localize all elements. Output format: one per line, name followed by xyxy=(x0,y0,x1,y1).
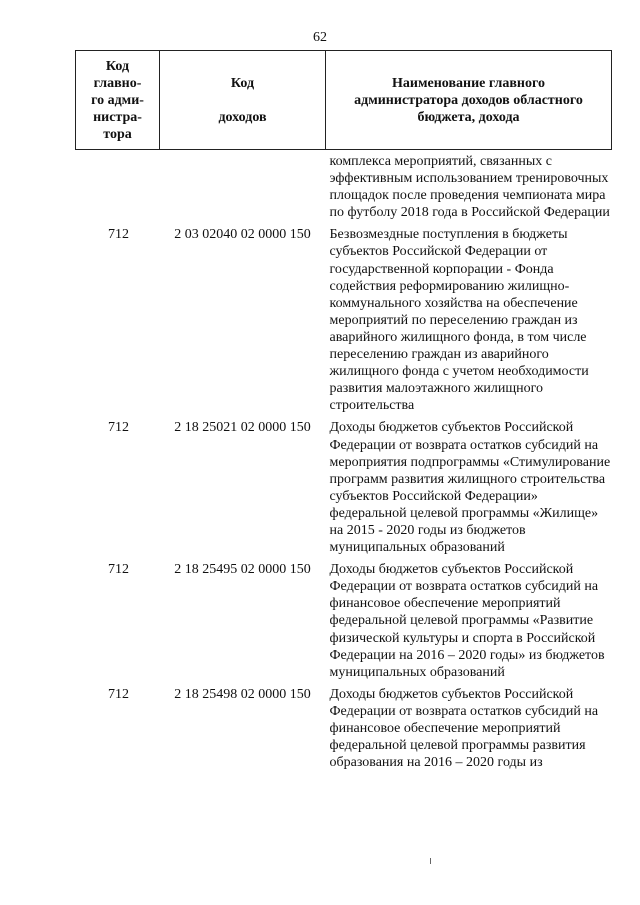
header-admin-code: Код главно- го адми- нистра- тора xyxy=(76,51,160,150)
row-name: Доходы бюджетов субъектов Российской Федерации от возврата остатков субсидий на финансовое обеспечение мероприятий федеральной целевой программы «Развитие физической культуры и спорта в Российской Федерации на 2016 – 2020 годы» из бюджетов муниципальных образований xyxy=(329,562,605,680)
row-revenue-code xyxy=(160,150,326,227)
table-row xyxy=(76,226,612,419)
table-row xyxy=(76,561,612,686)
table-row xyxy=(76,419,612,561)
row-admin-code xyxy=(76,150,160,227)
table-row xyxy=(76,686,612,771)
table-body xyxy=(76,150,612,772)
header-row xyxy=(76,51,612,150)
row-name: Безвозмездные поступления в бюджеты субъектов Российской Федерации от государственной корпорации - Фонда содействия реформированию жилищно-коммунального хозяйства на обеспечение мероприятий по переселению граждан из аварийного жилищного фонда, в том числе переселению граждан из аварийного жилищного фонда с учетом необходимости развития малоэтажного жилищного строительства xyxy=(329,227,589,414)
revenue-table xyxy=(75,50,612,771)
page-number: 62 xyxy=(313,30,327,45)
row-revenue-code: 2 18 25021 02 0000 150 xyxy=(174,420,311,436)
row-revenue-code: 2 03 02040 02 0000 150 xyxy=(174,227,311,243)
row-revenue-code: 2 18 25495 02 0000 150 xyxy=(174,562,311,578)
row-admin-code: 712 xyxy=(108,562,129,578)
table-row xyxy=(76,150,612,227)
row-admin-code: 712 xyxy=(108,420,129,436)
header-name: Наименование главного администратора доходов областного бюджета, дохода xyxy=(326,51,612,150)
table-header xyxy=(76,51,612,150)
header-revenue-code: Код доходов xyxy=(160,51,326,150)
row-admin-code: 712 xyxy=(108,686,129,702)
row-revenue-code: 2 18 25498 02 0000 150 xyxy=(174,686,311,702)
row-admin-code: 712 xyxy=(108,227,129,243)
scan-mark xyxy=(430,858,431,864)
row-name: Доходы бюджетов субъектов Российской Федерации от возврата остатков субсидий на финансовое обеспечение мероприятий федеральной целевой программы развития образования на 2016 – 2020 годы из xyxy=(329,686,599,771)
row-name: комплекса мероприятий, связанных с эффективным использованием тренировочных площадок после проведения чемпионата мира по футболу 2018 года в Российской Федерации xyxy=(329,154,610,221)
row-name: Доходы бюджетов субъектов Российской Федерации от возврата остатков субсидий на мероприятия подпрограммы «Стимулирование программ развития жилищного строительства субъектов Российской Федерации» федеральной целевой программы «Жилище» на 2015 - 2020 годы из бюджетов муниципальных образований xyxy=(329,420,611,556)
